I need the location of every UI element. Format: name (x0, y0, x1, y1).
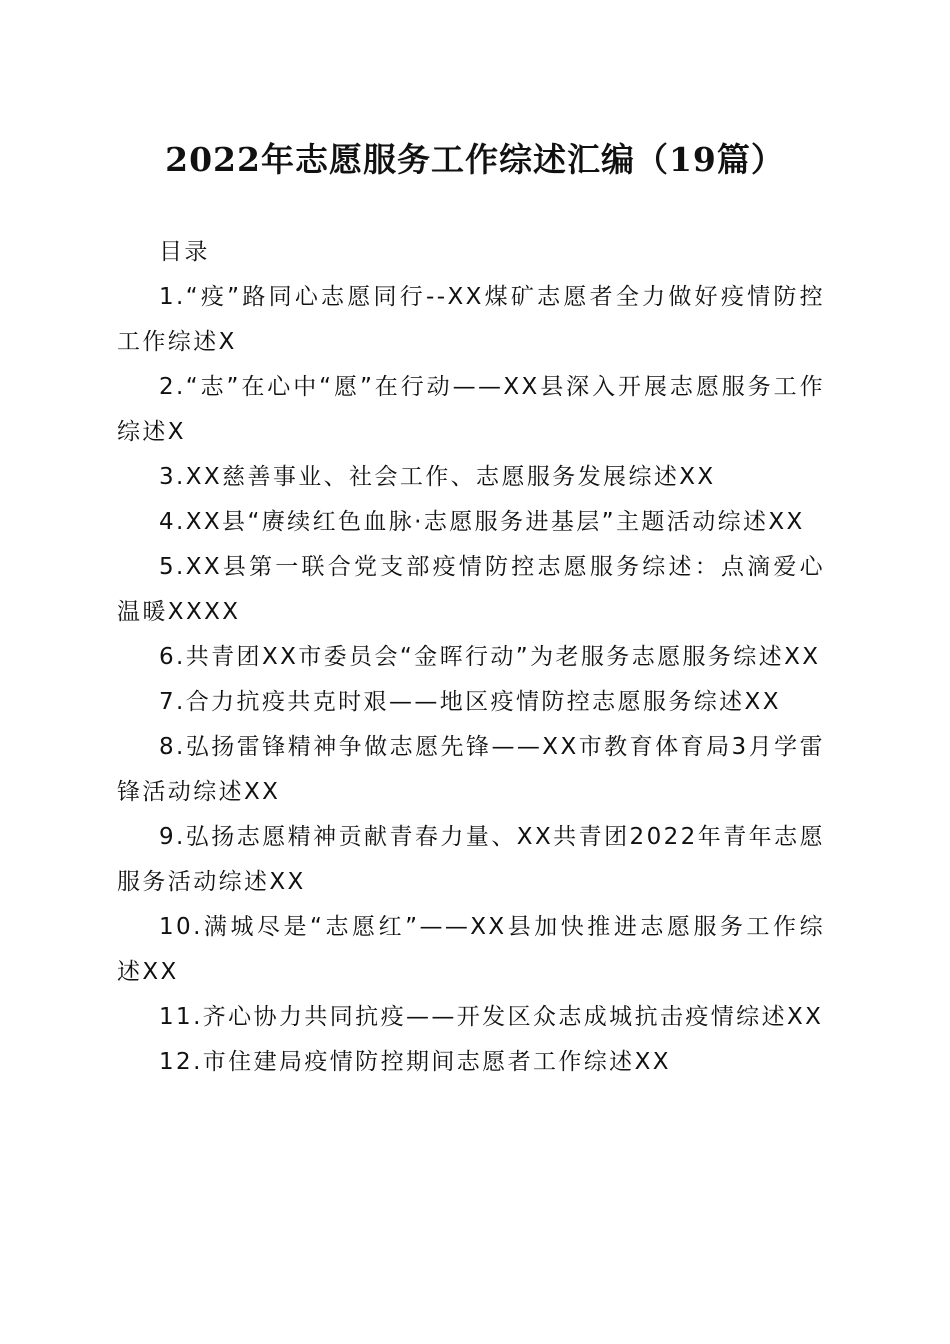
toc-item-6: 6.共青团XX市委员会“金晖行动”为老服务志愿服务综述XX (159, 644, 821, 670)
toc-item-10: 10.满城尽是“志愿红”——XX县加快推进志愿服务工作综述XX (117, 914, 825, 985)
toc-item-7: 7.合力抗疫共克时艰——地区疫情防控志愿服务综述XX (159, 689, 781, 715)
toc-item-3: 3.XX慈善事业、社会工作、志愿服务发展综述XX (159, 464, 716, 490)
toc-heading: 目录 (159, 239, 210, 265)
toc-item-1: 1.“疫”路同心志愿同行--XX煤矿志愿者全力做好疫情防控工作综述X (117, 284, 825, 355)
toc-item-5: 5.XX县第一联合党支部疫情防控志愿服务综述：点滴爱心温暖XXXX (117, 554, 825, 625)
toc-item-2: 2.“志”在心中“愿”在行动——XX县深入开展志愿服务工作综述X (117, 374, 825, 445)
document-title: 2022年志愿服务工作综述汇编（19篇） (165, 140, 785, 179)
toc-item-11: 11.齐心协力共同抗疫——开发区众志成城抗击疫情综述XX (159, 1004, 824, 1030)
toc-item-12: 12.市住建局疫情防控期间志愿者工作综述XX (159, 1049, 671, 1075)
toc-item-8: 8.弘扬雷锋精神争做志愿先锋——XX市教育体育局3月学雷锋活动综述XX (117, 734, 825, 805)
toc-item-4: 4.XX县“赓续红色血脉·志愿服务进基层”主题活动综述XX (159, 509, 805, 535)
toc-item-9: 9.弘扬志愿精神贡献青春力量、XX共青团2022年青年志愿服务活动综述XX (117, 824, 825, 895)
table-of-contents (117, 230, 825, 1085)
